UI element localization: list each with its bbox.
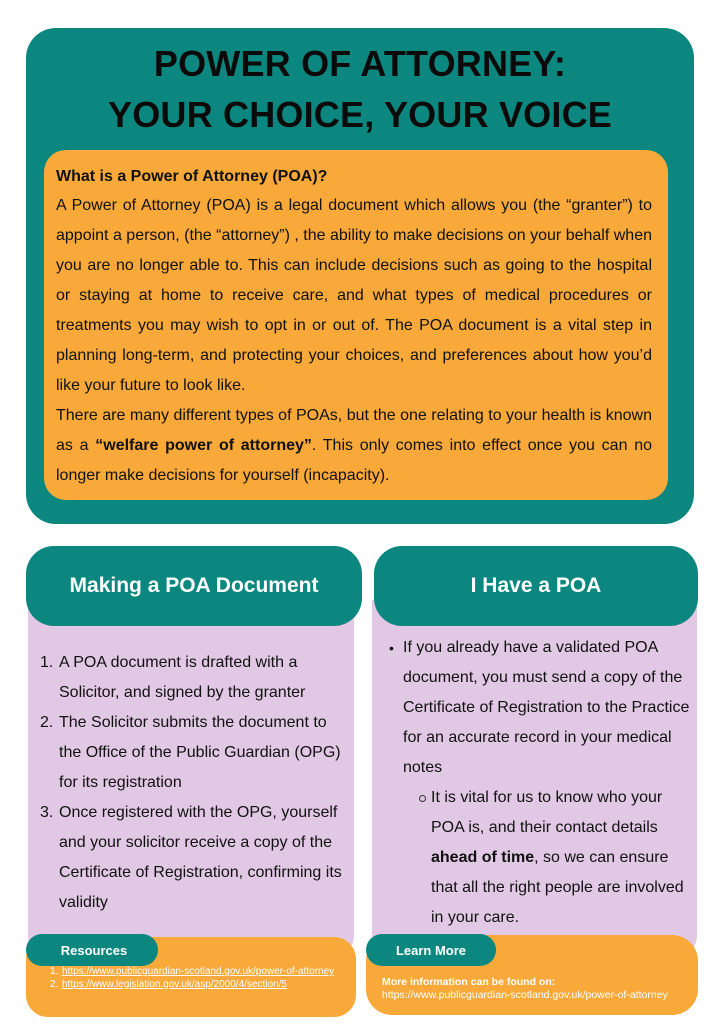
sub-bullet-item (386, 783, 690, 933)
resources-tag (26, 934, 158, 966)
intro-paragraph-1: A Power of Attorney (POA) is a legal document which allows you (the “granter”) to appoint a person, (the “attorney”) , the ability to make decisions on your behalf when you are no longer able to. This can include decisions such as going to the hospital or staying at home to receive care, and what types of medical procedures or treatments you may wish to opt in or out of. The POA document is a vital step in planning long-term, and protecting your choices, and preferences about how you’d like your future to look like. (56, 197, 652, 394)
resource-link-legislation[interactable]: https://www.legislation.gov.uk/asp/2000/4/section/5 (62, 978, 287, 990)
step-text: A POA document is drafted with a Solicitor, and signed by the granter (59, 654, 306, 701)
sub-bullet-text-end: , so we can ensure that all the right people are involved in your care. (431, 849, 684, 926)
step-text: The Solicitor submits the document to the Office of the Public Guardian (OPG) for its registration (59, 714, 341, 791)
title-line-1: POWER OF ATTORNEY: (153, 43, 567, 84)
bullet-text: If you already have a validated POA document, you must send a copy of the Certificate of Registration to the Practice for an accurate record in your medical notes (403, 639, 690, 776)
resource-item (50, 979, 340, 992)
making-poa-steps (40, 648, 346, 918)
making-poa-header (26, 546, 362, 626)
welfare-poa-term: “welfare power of attorney” (95, 437, 312, 454)
resource-number: 2. (50, 978, 59, 990)
resource-link-poa[interactable]: https://www.publicguardian-scotland.gov.uk/power-of-attorney (62, 966, 335, 977)
step-item (40, 648, 346, 708)
intro-paragraph-2-start: There are many different types of POAs, but the one relating to your health is known as a (56, 407, 652, 454)
step-item (40, 708, 346, 798)
learn-more-text (382, 976, 692, 1002)
resource-number: 1. (50, 966, 59, 977)
bullet-dot-icon: • (389, 640, 394, 656)
page-title (26, 38, 694, 140)
intro-paragraph-2-end: . This only comes into effect once you can no longer make decisions for yourself (incapacity). (56, 437, 653, 484)
intro-paragraph-2 (56, 401, 652, 491)
intro-heading: What is a Power of Attorney (POA)? (56, 168, 328, 185)
sub-bullet-text-start: It is vital for us to know who your POA is, and their contact details (431, 789, 663, 836)
sub-bullet-circle-icon (419, 795, 426, 802)
have-poa-content (386, 633, 690, 933)
step-number: 1. (40, 654, 54, 671)
making-poa-title: Making a POA Document (69, 574, 319, 597)
learn-more-label: Learn More (395, 942, 467, 958)
step-number: 3. (40, 804, 54, 821)
step-item (40, 798, 346, 918)
more-info-label: More information can be found on: (382, 976, 556, 988)
title-line-2: YOUR CHOICE, YOUR VOICE (107, 94, 612, 135)
more-info-url[interactable]: https://www.publicguardian-scotland.gov.uk/power-of-attorney (382, 989, 668, 1001)
intro-text-box (44, 150, 668, 500)
have-poa-header (374, 546, 698, 626)
step-text: Once registered with the OPG, yourself and your solicitor receive a copy of the Certificate of Registration, confirming its validity (59, 804, 342, 911)
bullet-item (386, 633, 690, 783)
have-poa-title: I Have a POA (470, 574, 602, 597)
resources-list (50, 966, 340, 991)
resources-label: Resources (60, 942, 128, 958)
ahead-of-time-emphasis: ahead of time (431, 849, 535, 866)
learn-more-tag (366, 934, 496, 966)
step-number: 2. (40, 714, 54, 731)
resource-item (50, 966, 340, 979)
